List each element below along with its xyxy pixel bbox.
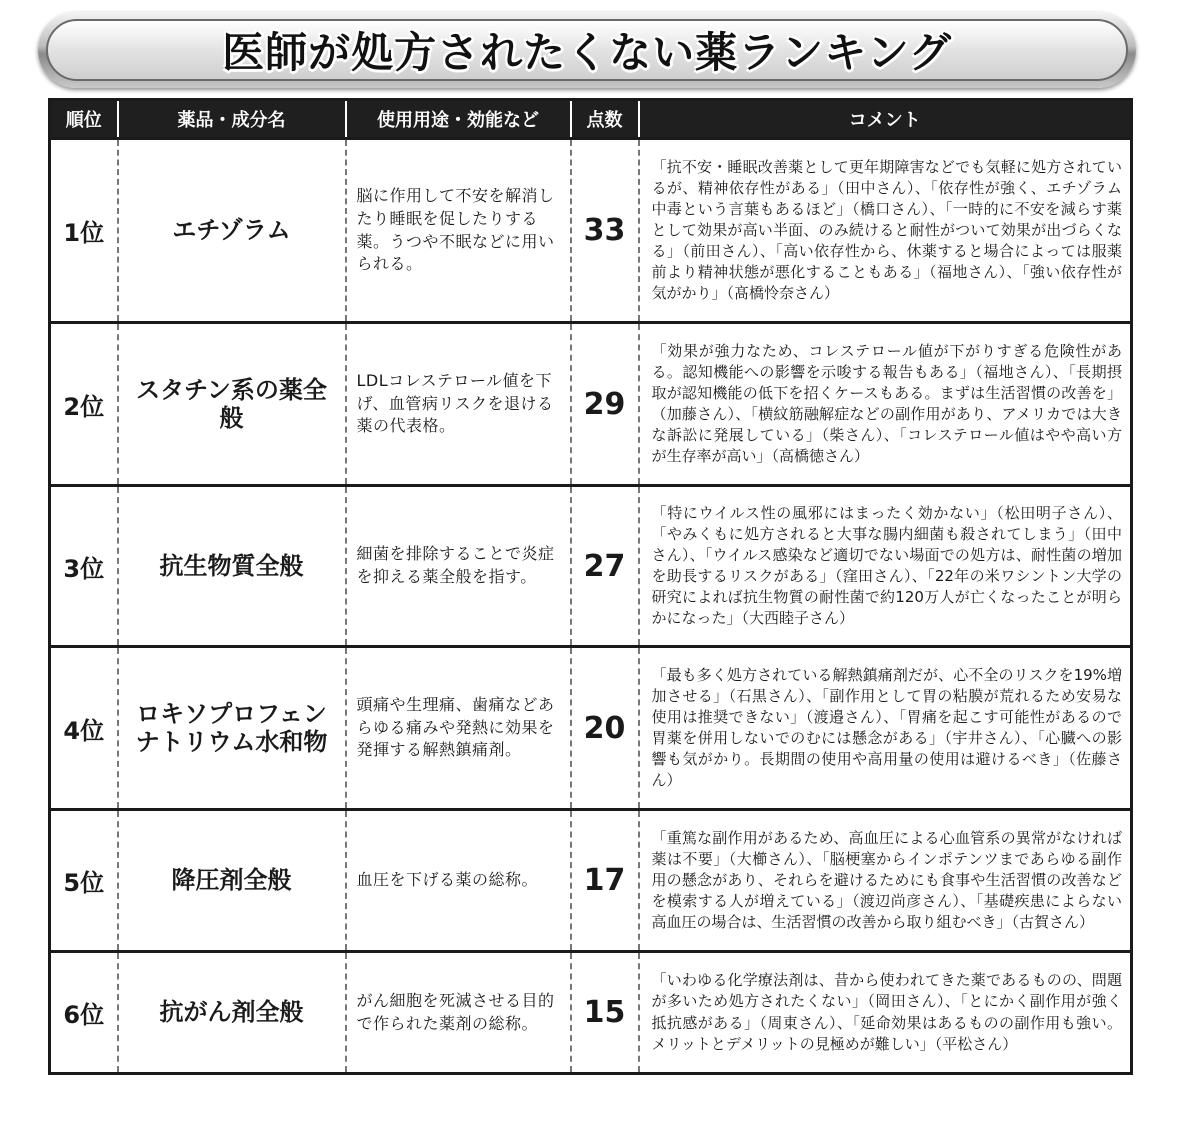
drug-name-cell: 抗がん剤全般: [118, 952, 346, 1074]
drug-name-cell: 抗生物質全般: [118, 486, 346, 647]
rank-cell: 6位: [50, 952, 118, 1074]
comment-cell: 「効果が強力なため、コレステロール値が下がりすぎる危険性がある。認知機能への影響を示唆する報告もある」（福地さん）、「長期摂取が認知機能の低下を招くケースもある。まずは生活習慣の改善を」（加藤さん）、「横紋筋融解症などの副作用があり、アメリカでは大きな訴訟に発展している」（柴さん）、「コレステロール値はやや高い方が生存率が高い」（高橋徳さん）: [639, 323, 1132, 486]
drug-name-cell: ロキソプロフェンナトリウム水和物: [118, 647, 346, 810]
usage-cell: 細菌を排除することで炎症を抑える薬全般を指す。: [346, 486, 571, 647]
score-cell: 15: [571, 952, 639, 1074]
comment-cell: 「特にウイルス性の風邪にはまったく効かない」（松田明子さん）、「やみくもに処方されると大事な腸内細菌も殺されてしまう」（田中さん）、「ウイルス感染など適切でない場面での処方は、耐性菌の増加を助長するリスクがある」（窪田さん）、「22年の米ワシントン大学の研究によれば抗生物質の耐性菌で約120万人が亡くなったことが明らかになった」（大西睦子さん）: [639, 486, 1132, 647]
score-cell: 17: [571, 810, 639, 952]
header-usage: 使用用途・効能など: [346, 100, 571, 139]
rank-cell: 1位: [50, 139, 118, 323]
title-banner: [38, 12, 1136, 88]
rank-cell: 3位: [50, 486, 118, 647]
score-cell: 20: [571, 647, 639, 810]
table-row: [50, 486, 1132, 647]
header-drug-name: 薬品・成分名: [118, 100, 346, 139]
table-row: [50, 139, 1132, 323]
table-row: [50, 323, 1132, 486]
comment-cell: 「抗不安・睡眠改善薬として更年期障害などでも気軽に処方されているが、精神依存性がある」（田中さん）、「依存性が強く、エチゾラム中毒という言葉もあるほど」（橋口さん）、「一時的に不安を減らす薬として効果が高い半面、のみ続けると耐性がついて効果が出づらくなる」（前田さん）、「高い依存性から、休薬すると場合によっては服薬前より精神状態が悪化することもある」（福地さん）、「強い依存性が気がかり」（髙橋怜奈さん）: [639, 139, 1132, 323]
usage-cell: 脳に作用して不安を解消したり睡眠を促したりする薬。うつや不眠などに用いられる。: [346, 139, 571, 323]
table-row: [50, 952, 1132, 1074]
rank-cell: 2位: [50, 323, 118, 486]
table-header-row: [50, 100, 1132, 139]
score-cell: 33: [571, 139, 639, 323]
score-cell: 27: [571, 486, 639, 647]
page-title: 医師が処方されたくない薬ランキング: [222, 28, 952, 77]
drug-name-cell: スタチン系の薬全般: [118, 323, 346, 486]
header-score: 点数: [571, 100, 639, 139]
comment-cell: 「最も多く処方されている解熱鎮痛剤だが、心不全のリスクを19%増加させる」（石黒さん）、「副作用として胃の粘膜が荒れるため安易な使用は推奨できない」（渡邉さん）、「胃痛を起こす可能性があるので胃薬を併用しないでのむには懸念がある」（宇井さん）、「心臓への影響も気がかり。長期間の使用や高用量の使用は避けるべき」（佐藤さん）: [639, 647, 1132, 810]
rank-cell: 5位: [50, 810, 118, 952]
usage-cell: がん細胞を死滅させる目的で作られた薬剤の総称。: [346, 952, 571, 1074]
comment-cell: 「重篤な副作用があるため、高血圧による心血管系の異常がなければ薬は不要」（大櫛さん）、「脳梗塞からインポテンツまであらゆる副作用の懸念があり、それらを避けるためにも食事や生活習慣の改善などを模索する人が増えている」（渡辺尚彦さん）、「基礎疾患によらない高血圧の場合は、生活習慣の改善から取り組むべき」（古賀さん）: [639, 810, 1132, 952]
comment-cell: 「いわゆる化学療法剤は、昔から使われてきた薬であるものの、問題が多いため処方されたくない」（岡田さん）、「とにかく副作用が強く抵抗感がある」（周東さん）、「延命効果はあるものの副作用も強い。メリットとデメリットの見極めが難しい」（平松さん）: [639, 952, 1132, 1074]
drug-name-cell: エチゾラム: [118, 139, 346, 323]
table-row: [50, 647, 1132, 810]
usage-cell: LDLコレステロール値を下げ、血管病リスクを退ける薬の代表格。: [346, 323, 571, 486]
header-comment: コメント: [639, 100, 1132, 139]
usage-cell: 血圧を下げる薬の総称。: [346, 810, 571, 952]
rank-cell: 4位: [50, 647, 118, 810]
ranking-table: [48, 98, 1133, 1075]
drug-name-cell: 降圧剤全般: [118, 810, 346, 952]
usage-cell: 頭痛や生理痛、歯痛などあらゆる痛みや発熱に効果を発揮する解熱鎮痛剤。: [346, 647, 571, 810]
header-rank: 順位: [50, 100, 118, 139]
table-row: [50, 810, 1132, 952]
score-cell: 29: [571, 323, 639, 486]
